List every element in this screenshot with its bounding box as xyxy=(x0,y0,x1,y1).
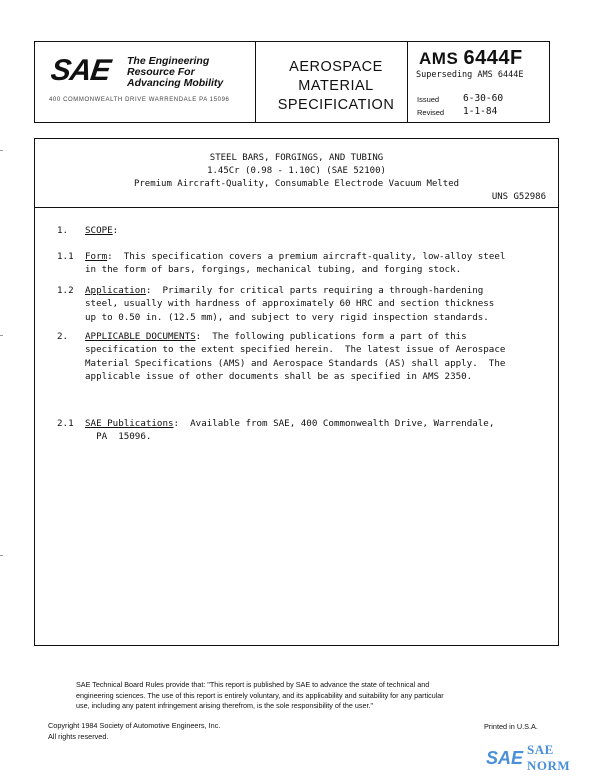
section-applicable-documents: APPLICABLE DOCUMENTS: The following publications form a part of this specification to the extent specified herein. The latest issue of Aerospace Material Specifications (AMS) and Aerospace Standards (AS) shall apply. The applicable issue of other documents shall be as specified in AMS 2350. xyxy=(85,331,506,383)
section-number: 1.2 xyxy=(57,285,74,296)
printed-in: Printed in U.S.A. xyxy=(484,722,538,731)
section-number: 1.1 xyxy=(57,251,74,262)
section-form: Form: This specification covers a premium aircraft-quality, low-alloy steel in the form of bars, forgings, mechanical tubing, and forging stock. xyxy=(85,251,506,276)
revised-label: Revised xyxy=(417,108,445,117)
margin-tick xyxy=(0,150,3,151)
section-scope-heading: SCOPE: xyxy=(85,225,119,236)
margin-tick xyxy=(0,335,3,336)
specification-body xyxy=(34,138,559,646)
composition-line: 1.45Cr (0.98 - 1.10C) (SAE 52100) xyxy=(207,166,386,176)
divider xyxy=(35,207,558,208)
supersedes-note: Superseding AMS 6444E xyxy=(416,70,524,80)
section-number: 2.1 xyxy=(57,418,74,429)
quality-line: Premium Aircraft-Quality, Consumable Electrode Vacuum Melted xyxy=(133,179,460,189)
section-application: Application: Primarily for critical parts requiring a through-hardening steel, usually with hardness of approximately 60 HRC and section thickness up to 0.50 in. (12.5 mm), and subject to very rigid inspection standards. xyxy=(85,285,495,323)
material-title: STEEL BARS, FORGINGS, AND TUBING xyxy=(209,153,384,163)
uns-number: UNS G52986 xyxy=(491,192,546,202)
copyright-notice: Copyright 1984 Society of Automotive Engineers, Inc. All rights reserved. xyxy=(48,721,221,741)
spec-type-title: AEROSPACE MATERIAL SPECIFICATION xyxy=(277,59,395,113)
logo-tagline: The Engineering Resource For Advancing Mobility xyxy=(127,55,224,89)
section-number: 2. xyxy=(57,331,69,342)
watermark-text: SAE NORM xyxy=(527,742,571,773)
sae-logo: SAE xyxy=(48,54,113,87)
sae-norm-watermark xyxy=(486,742,600,774)
technical-board-rules: SAE Technical Board Rules provide that: "This report is published by SAE to advance the state of technical and engineering sciences. The use of this report is entirely voluntary, and its applicability and suitability for any particular use, including any patent infringement arising therefrom, is the sole responsibility of the user." xyxy=(76,680,444,710)
margin-tick xyxy=(0,555,3,556)
document-header xyxy=(34,41,550,123)
revised-date: 1-1-84 xyxy=(463,106,498,117)
sae-address: 400 COMMONWEALTH DRIVE WARRENDALE PA 15096 xyxy=(49,97,230,103)
ams-number: AMS 6444F xyxy=(419,47,523,69)
watermark-logo: SAE xyxy=(486,747,524,768)
section-sae-publications: SAE Publications: Available from SAE, 400 Commonwealth Drive, Warrendale, PA 15096. xyxy=(85,418,495,443)
section-number: 1. xyxy=(57,225,69,236)
issued-date: 6-30-60 xyxy=(463,93,504,104)
issued-label: Issued xyxy=(417,95,440,104)
